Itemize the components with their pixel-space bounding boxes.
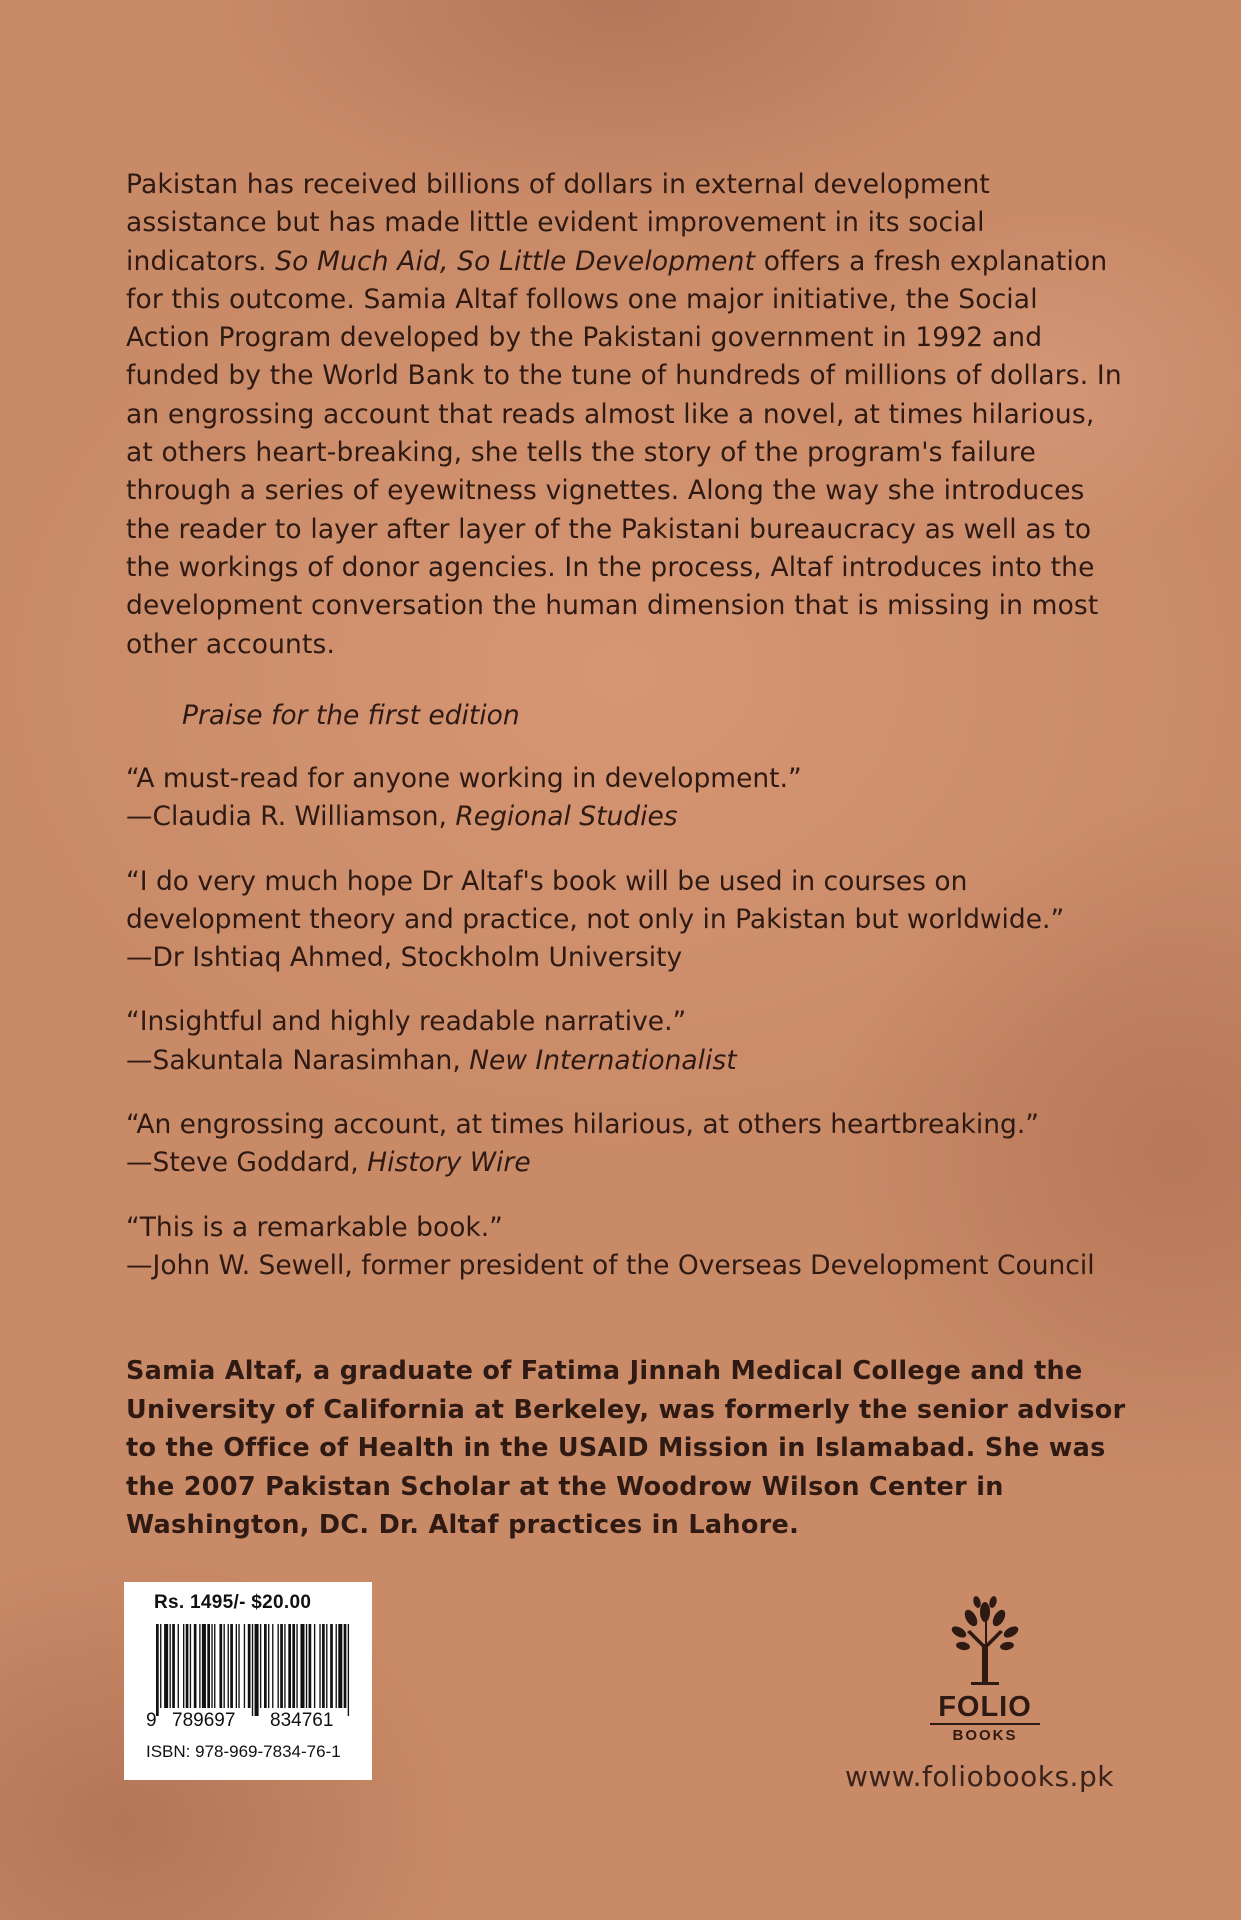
blurb-paragraph [126,166,1126,664]
barcode-bar [284,1624,285,1708]
quote-text: “This is a remarkable book.” [126,1211,503,1243]
quote-source: New Internationalist [469,1044,737,1076]
quote-item [126,1003,1126,1080]
quote-source: Regional Studies [455,801,678,833]
quote-source: History Wire [367,1147,531,1179]
barcode-bar [183,1624,184,1708]
barcode-bar [330,1624,333,1708]
barcode-bar [260,1624,261,1708]
isbn-number: ISBN: 978-969-7834-76-1 [146,1742,341,1761]
barcode-bar [224,1624,225,1708]
barcode-digit-first: 9 [146,1710,157,1731]
barcode-bar [264,1624,267,1708]
logo-folio-text: FOLIO [930,1692,1040,1725]
quote-item [126,863,1126,978]
barcode-bar [230,1624,233,1708]
barcode-bar [238,1624,239,1708]
barcode-bar [252,1624,253,1716]
barcode-bar [348,1624,349,1716]
barcode-bar [319,1624,320,1708]
barcode-bar [164,1624,168,1708]
barcode-bar [296,1624,297,1708]
quote-item [126,1106,1126,1183]
barcode-bar [207,1624,210,1708]
barcode-bar [236,1624,237,1708]
quote-text: “I do very much hope Dr Altaf's book will be used in courses on development theory and practice, not only in Pakistan but worldwide.” [126,865,1065,935]
praise-heading: Praise for the first edition [182,700,520,731]
quote-text: “A must-read for anyone working in development.” [126,763,802,794]
barcode-bar [338,1624,342,1708]
barcode-bar [190,1624,191,1708]
barcode-bar [211,1624,212,1708]
barcode-bar [170,1624,171,1708]
barcode-bar [326,1624,327,1708]
barcode-bar [156,1624,159,1716]
barcode-bar [214,1624,215,1708]
barcode-label [124,1582,372,1780]
quote-attribution: —Steve Goddard, History Wire [126,1147,531,1179]
barcode-bar [314,1624,315,1708]
barcode-bar [178,1624,179,1708]
publisher-logo [930,1592,1040,1744]
publisher-website: www.foliobooks.pk [845,1760,1114,1793]
barcode-bar [280,1624,283,1708]
barcode-bar [278,1624,279,1708]
barcode-bar [336,1624,337,1708]
tree-icon [945,1592,1025,1690]
barcode-bar [194,1624,197,1708]
barcode-bar [186,1624,189,1708]
barcode-bar [228,1624,229,1708]
barcode-bar [202,1624,206,1708]
praise-quotes [126,760,1126,1311]
blurb-text-1: Pakistan has received billions of dollars in external development assistance but has made little evident improvement in its social indicators. [126,169,990,277]
barcode-bar [172,1624,175,1708]
quote-attribution: —Claudia R. Williamson, Regional Studies [126,801,678,833]
quote-text: “An engrossing account, at times hilarious, at others heartbreaking.” [126,1109,1040,1141]
barcode-bar [199,1624,200,1708]
barcode-bar [255,1624,259,1716]
price-label: Rs. 1495/- $20.00 [154,1592,312,1613]
barcode-bar [344,1624,347,1708]
barcode-bar [288,1624,291,1708]
quote-text: “Insightful and highly readable narrative.” [126,1006,687,1038]
quote-item [126,1209,1126,1286]
barcode-digits-right: 834761 [270,1710,334,1731]
quote-attribution: —John W. Sewell, former president of the Overseas Development Council [126,1249,1095,1281]
quote-attribution: —Sakuntala Narasimhan, New Internationalist [126,1044,737,1076]
quote-attribution: —Dr Ishtiaq Ahmed, Stockholm University [126,942,683,974]
barcode-bar [300,1624,304,1708]
blurb-text-2: offers a fresh explanation for this outcome. Samia Altaf follows one major initiative, the Social Action Program developed by the Pakistani government in 1992 and funded by the World Bank to the tune of hundreds of millions of dollars. In an engrossing account that reads almost like a novel, at times hilarious, at others heart-breaking, she tells the story of the program's failure through a series of eyewitness vignettes. Along the way she introduces the reader to layer after layer of the Pakistani bureaucracy as well as to the workings of donor agencies. In the process, Altaf introduces into the development conversation the human dimension that is missing in most other accounts. [126,245,1122,660]
barcode-bar [272,1624,273,1708]
barcode-bar [292,1624,295,1708]
barcode-bar [306,1624,307,1708]
barcode-bar [219,1624,222,1708]
book-title-italic: So Much Aid, So Little Development [275,245,756,277]
barcode-bars [154,1624,352,1716]
barcode-bar [309,1624,312,1708]
barcode-bar [248,1624,251,1708]
barcode-bar [244,1624,245,1708]
barcode-bar [160,1624,161,1708]
barcode-digits-left: 789697 [172,1710,236,1731]
logo-books-text: BOOKS [952,1727,1018,1744]
quote-item [126,760,1126,837]
barcode-bar [322,1624,325,1708]
barcode-bar [268,1624,269,1708]
author-bio: Samia Altaf, a graduate of Fatima Jinnah Medical College and the University of California at Berkeley, was formerly the senior advisor to the Office of Health in the USAID Mission in Islamabad. She was the 2007 Pakistan Scholar at the Woodrow Wilson Center in Washington, DC. Dr. Altaf practices in Lahore. [126,1356,1126,1540]
